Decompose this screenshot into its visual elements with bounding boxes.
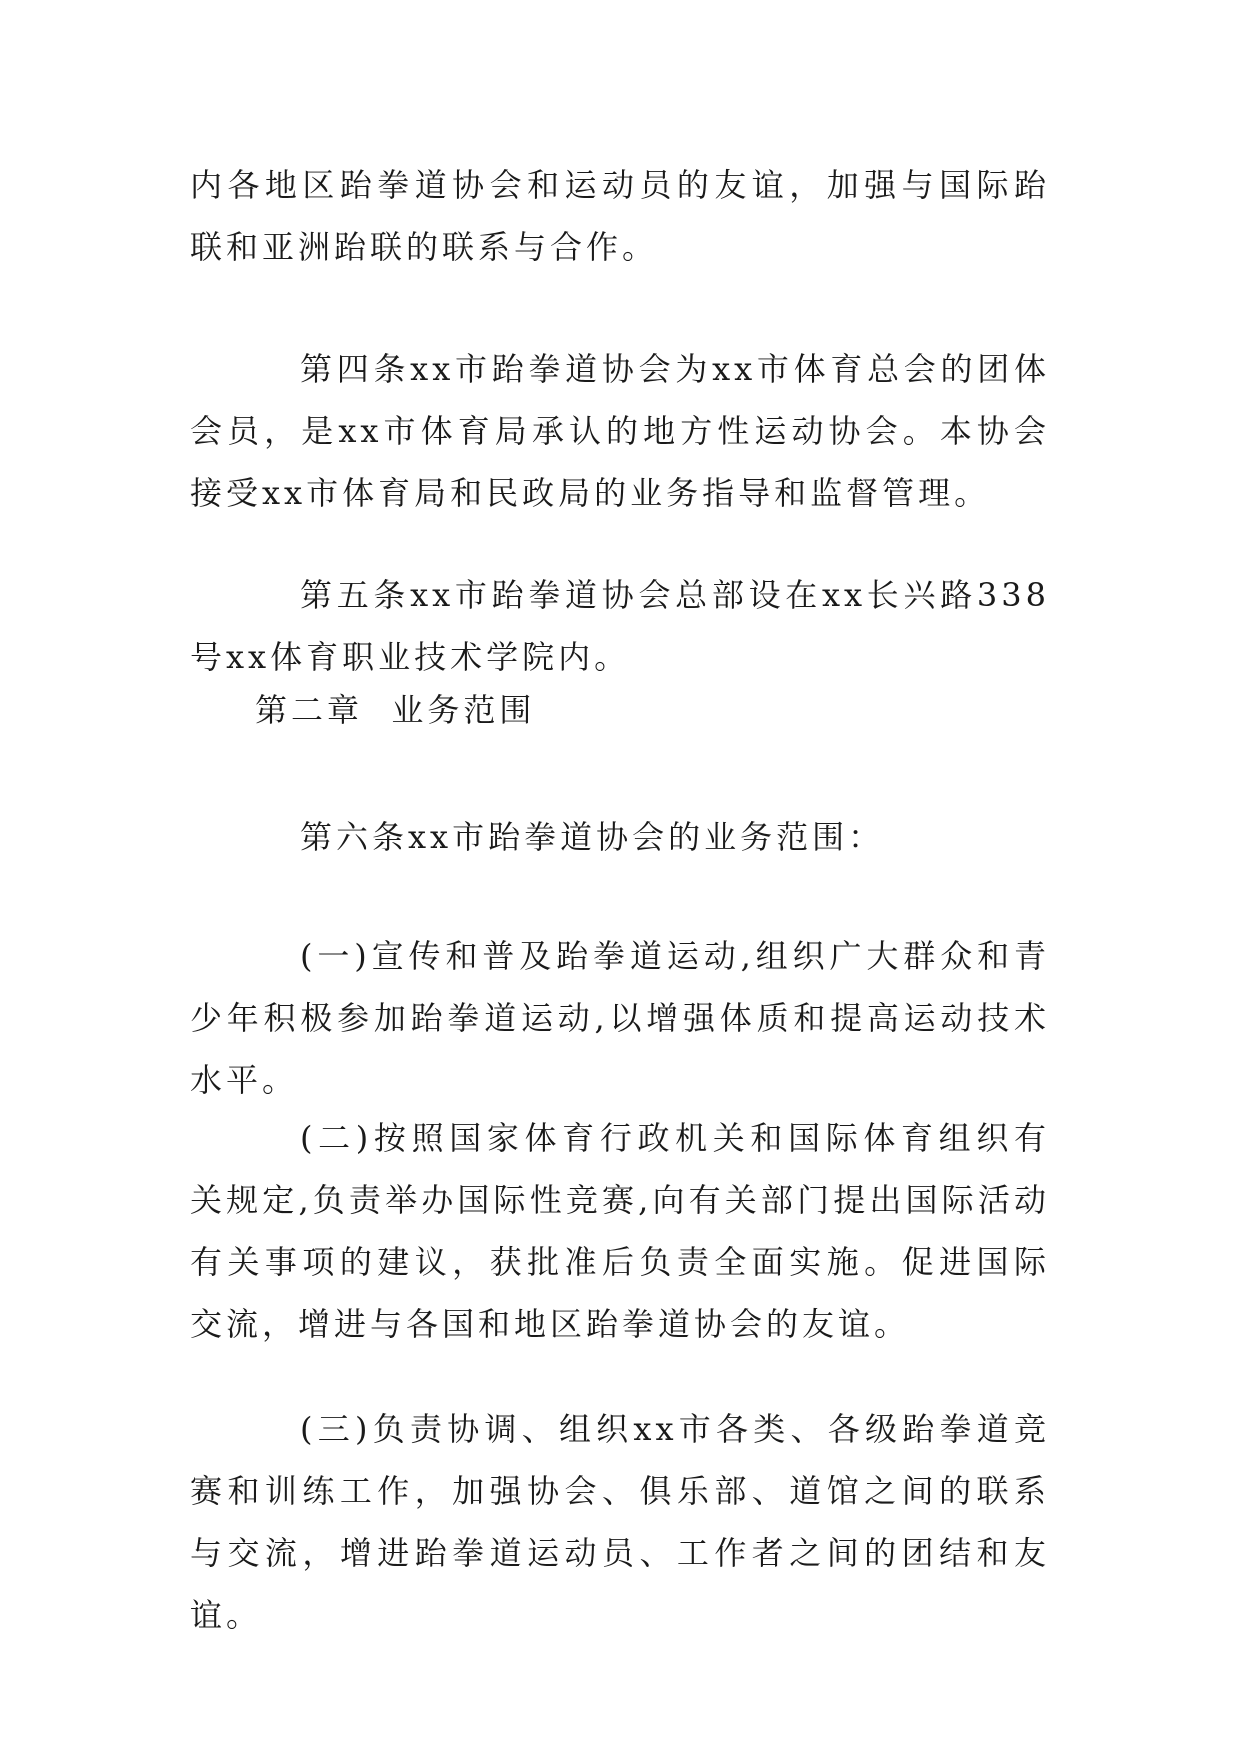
paragraph-item-1: (一)宣传和普及跆拳道运动,组织广大群众和青少年积极参加跆拳道运动,以增强体质和提高运动技术水平。 bbox=[190, 937, 1050, 1099]
paragraph-item-2: (二)按照国家体育行政机关和国际体育组织有关规定,负责举办国际性竞赛,向有关部门提出国际活动有关事项的建议，获批准后负责全面实施。促进国际交流，增进与各国和地区跆拳道协会的友谊。 bbox=[190, 1119, 1050, 1343]
chapter-heading: 第二章 业务范围 bbox=[255, 691, 536, 729]
paragraph-item-3: (三)负责协调、组织xx市各类、各级跆拳道竞赛和训练工作，加强协会、俱乐部、道馆之间的联系与交流，增进跆拳道运动员、工作者之间的团结和友谊。 bbox=[190, 1410, 1050, 1634]
paragraph-article-4: 第四条xx市跆拳道协会为xx市体育总会的团体会员，是xx市体育局承认的地方性运动协会。本协会接受xx市体育局和民政局的业务指导和监督管理。 bbox=[190, 350, 1050, 512]
paragraph-article-5: 第五条xx市跆拳道协会总部设在xx长兴路338号xx体育职业技术学院内。 bbox=[190, 576, 1050, 676]
paragraph-article-6: 第六条xx市跆拳道协会的业务范围： bbox=[300, 818, 885, 856]
paragraph-continuation: 内各地区跆拳道协会和运动员的友谊，加强与国际跆联和亚洲跆联的联系与合作。 bbox=[190, 166, 1050, 266]
